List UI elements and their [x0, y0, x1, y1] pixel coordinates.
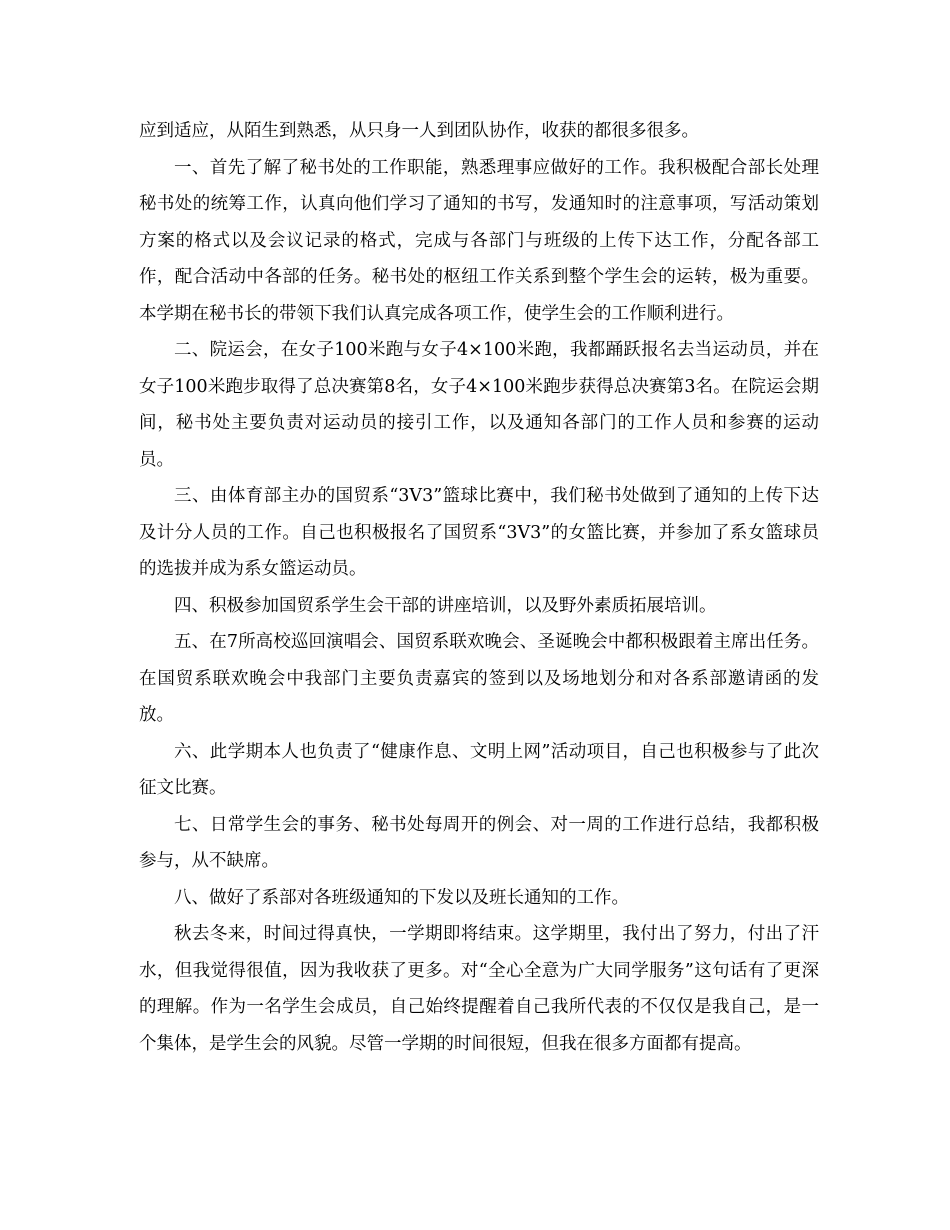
paragraph-conclusion: 秋去冬来，时间过得真快，一学期即将结束。这学期里，我付出了努力，付出了汗水，但我觉得很值，因为我收获了更多。对“全心全意为广大同学服务”这句话有了更深的理解。作为一名学生会成员，自己始终提醒着自己我所代表的不仅仅是我自己，是一个集体，是学生会的风貌。尽管一学期的时间很短，但我在很多方面都有提高。 [139, 924, 819, 1054]
paragraph-secretariat-duties: 一、首先了解了秘书处的工作职能，熟悉理事应做好的工作。我积极配合部长处理秘书处的统筹工作，认真向他们学习了通知的书写，发通知时的注意事项，写活动策划方案的格式以及会议记录的格式，完成与各部门与班级的上传下达工作，分配各部工作，配合活动中各部的任务。秘书处的枢纽工作关系到整个学生会的运转，极为重要。本学期在秘书长的带领下我们认真完成各项工作，使学生会的工作顺利进行。 [139, 157, 819, 324]
document-body [139, 113, 819, 1062]
paragraph-continuation: 应到适应，从陌生到熟悉，从只身一人到团队协作，收获的都很多很多。 [139, 121, 699, 141]
paragraph-sports-meet: 二、院运会，在女子100米跑与女子4×100米跑，我都踊跃报名去当运动员，并在女子100米跑步取得了总决赛第8名，女子4×100米跑步获得总决赛第3名。在院运会期间，秘书处主要负责对运动员的接引工作，以及通知各部门的工作人员和参赛的运动员。 [139, 340, 819, 470]
paragraph-healthy-internet: 六、此学期本人也负责了“健康作息、文明上网”活动项目，自己也积极参与了此次征文比赛。 [139, 741, 819, 798]
paragraph-training: 四、积极参加国贸系学生会干部的讲座培训，以及野外素质拓展培训。 [174, 595, 717, 616]
paragraph-concerts-galas: 五、在7所高校巡回演唱会、国贸系联欢晚会、圣诞晚会中都积极跟着主席出任务。在国贸系联欢晚会中我部门主要负责嘉宾的签到以及场地划分和对各系部邀请函的发放。 [139, 632, 819, 725]
paragraph-notices: 八、做好了系部对各班级通知的下发以及班长通知的工作。 [174, 887, 629, 908]
paragraph-basketball: 三、由体育部主办的国贸系“3V3”篮球比赛中，我们秘书处做到了通知的上传下达及计分人员的工作。自己也积极报名了国贸系“3V3”的女篮比赛，并参加了系女篮球员的选拔并成为系女篮运动员。 [139, 486, 819, 579]
paragraph-weekly-meetings: 七、日常学生会的事务、秘书处每周开的例会、对一周的工作进行总结，我都积极参与，从不缺席。 [139, 814, 819, 871]
